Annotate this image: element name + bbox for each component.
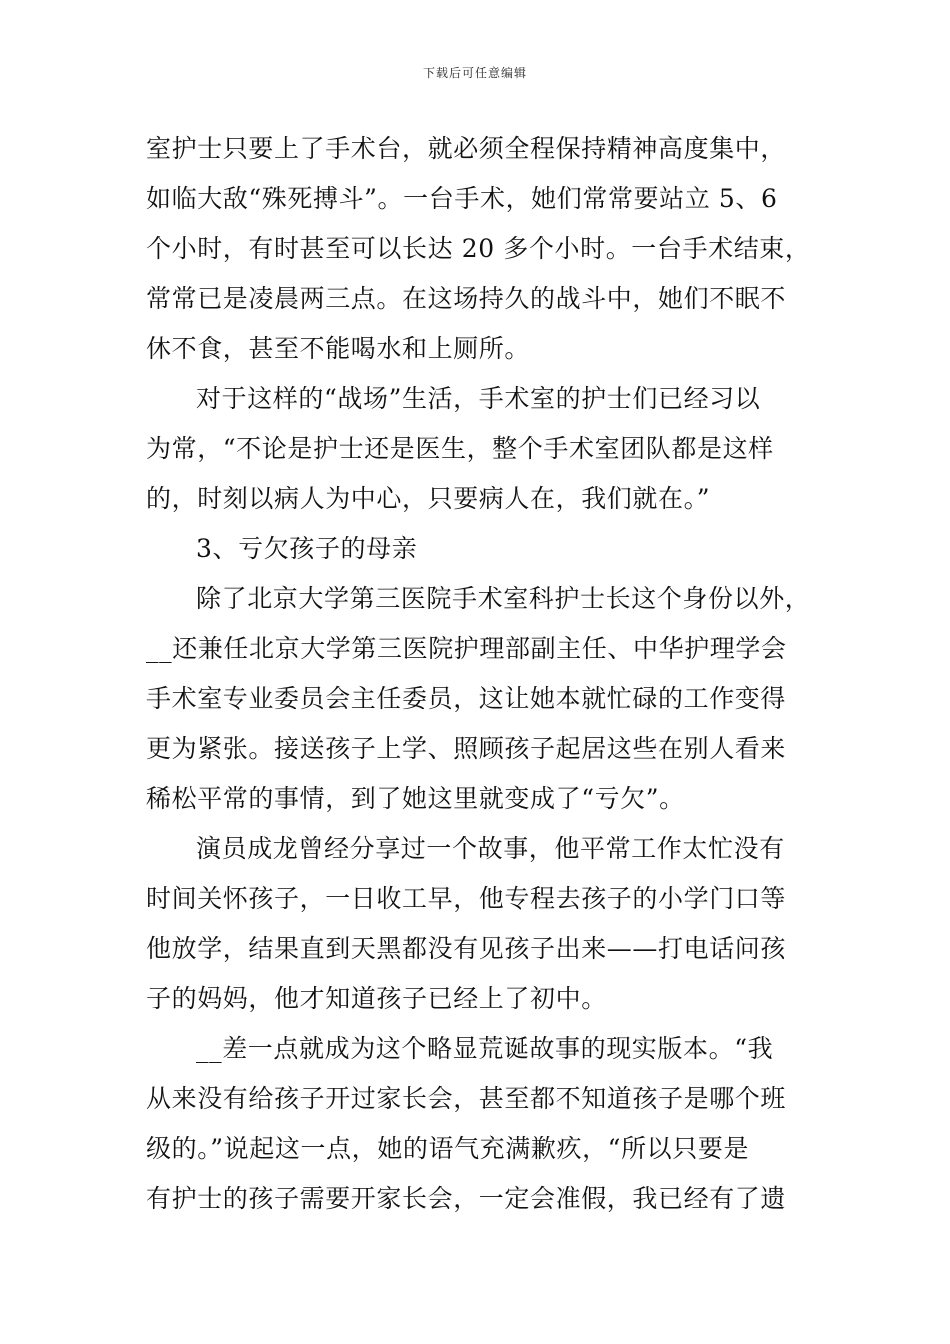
text-line: 稀松平常的事情，到了她这里就变成了“亏欠”。 xyxy=(146,784,685,813)
text-line: 个小时，有时甚至可以长达 20 多个小时。一台手术结束， xyxy=(146,234,811,263)
text-line: 子的妈妈，他才知道孩子已经上了初中。 xyxy=(146,984,607,1013)
text-line: 为常，“不论是护士还是医生，整个手术室团队都是这样 xyxy=(146,434,774,463)
text-line: 有护士的孩子需要开家长会，一定会准假，我已经有了遗 xyxy=(146,1184,787,1213)
text-line: 常常已是凌晨两三点。在这场持久的战斗中，她们不眠不 xyxy=(146,284,787,313)
paragraph-start-line: __差一点就成为这个略显荒诞故事的现实版本。“我 xyxy=(196,1034,774,1063)
paragraph-start-line: 对于这样的“战场”生活，手术室的护士们已经习以 xyxy=(196,384,761,413)
text-line: __还兼任北京大学第三医院护理部副主任、中华护理学会 xyxy=(146,634,787,663)
text-line: 他放学，结果直到天黑都没有见孩子出来——打电话问孩 xyxy=(146,934,787,963)
text-line: 时间关怀孩子，一日收工早，他专程去孩子的小学门口等 xyxy=(146,884,787,913)
text-line: 更为紧张。接送孩子上学、照顾孩子起居这些在别人看来 xyxy=(146,734,787,763)
text-line: 手术室专业委员会主任委员，这让她本就忙碌的工作变得 xyxy=(146,684,787,713)
paragraph-start-line: 除了北京大学第三医院手术室科护士长这个身份以外， xyxy=(196,584,811,613)
text-line: 级的。”说起这一点，她的语气充满歉疚，“所以只要是 xyxy=(146,1134,750,1163)
text-line: 从来没有给孩子开过家长会，甚至都不知道孩子是哪个班 xyxy=(146,1084,787,1113)
paragraph-start-line: 演员成龙曾经分享过一个故事，他平常工作太忙没有 xyxy=(196,834,785,863)
document-body xyxy=(146,124,810,1224)
page-header-note: 下载后可任意编辑 xyxy=(422,66,527,80)
text-line: 室护士只要上了手术台，就必须全程保持精神高度集中， xyxy=(146,134,787,163)
text-line: 如临大敌“殊死搏斗”。一台手术，她们常常要站立 5、6 xyxy=(146,184,778,213)
text-line: 休不食，甚至不能喝水和上厕所。 xyxy=(146,334,531,363)
section-heading: 3、亏欠孩子的母亲 xyxy=(196,534,418,563)
text-line: 的，时刻以病人为中心，只要病人在，我们就在。” xyxy=(146,484,711,513)
